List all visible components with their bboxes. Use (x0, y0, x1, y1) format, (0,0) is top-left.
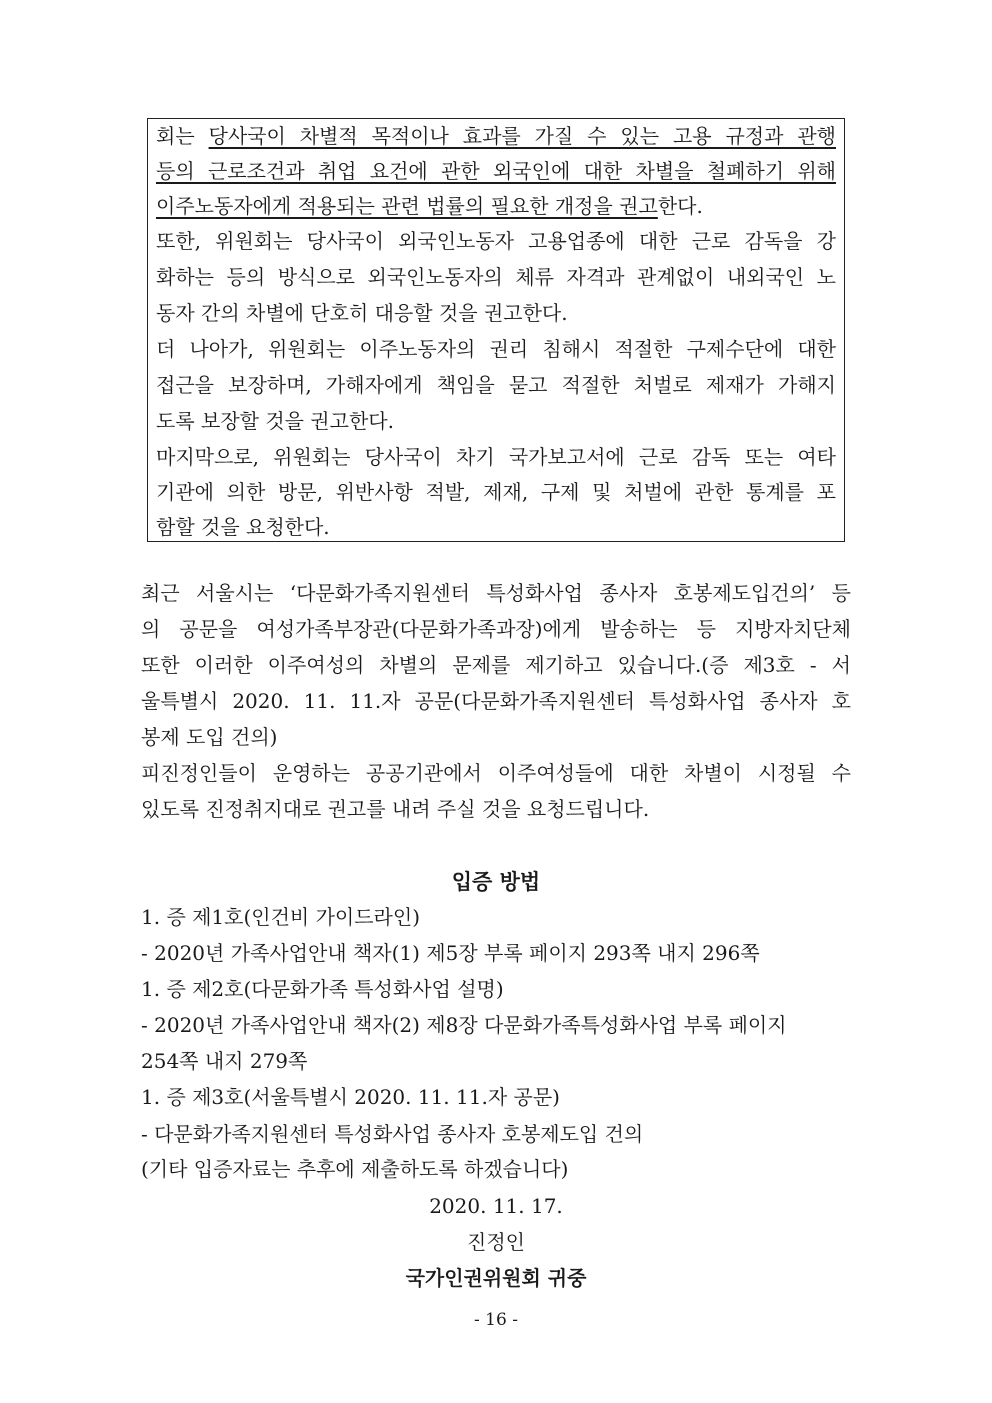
quote-line (156, 191, 836, 221)
quote-text: 회는 (156, 124, 209, 148)
quotation-box (147, 118, 845, 542)
body-line: 피진정인들이 운영하는 공공기관에서 이주여성들에 대한 차별이 시정될 수 (141, 761, 851, 785)
body-line: 최근 서울시는 ‘다문화가족지원센터 특성화사업 종사자 호봉제도입건의’ 등 (141, 581, 851, 605)
quote-text: 한다. (657, 194, 703, 218)
body-line: 울특별시 2020. 11. 11.자 공문(다문화가족지원센터 특성화사업 종사자 호 (141, 689, 851, 713)
evidence-item: 1. 증 제2호(다문화가족 특성화사업 설명) (141, 977, 504, 1001)
quote-line: 도록 보장할 것을 권고한다. (156, 409, 394, 433)
evidence-item: 254쪽 내지 279쪽 (141, 1049, 308, 1073)
evidence-item: - 2020년 가족사업안내 책자(1) 제5장 부록 페이지 293쪽 내지 296쪽 (141, 941, 760, 965)
quote-line: 또한, 위원회는 당사국이 외국인노동자 고용업종에 대한 근로 감독을 강 (156, 229, 836, 253)
quote-line: 접근을 보장하며, 가해자에게 책임을 묻고 적절한 처벌로 제재가 가해지 (156, 373, 836, 397)
quote-underlined-text: 당사국이 차별적 목적이나 효과를 가질 수 있는 고용 규정과 관행 (208, 124, 836, 148)
evidence-item: - 다문화가족지원센터 특성화사업 종사자 호봉제도입 건의 (141, 1122, 644, 1146)
quote-line: 화하는 등의 방식으로 외국인노동자의 체류 자격과 관계없이 내외국인 노 (156, 265, 836, 289)
signer: 진정인 (467, 1230, 525, 1254)
evidence-item: 1. 증 제3호(서울특별시 2020. 11. 11.자 공문) (141, 1085, 560, 1109)
quote-line (156, 156, 836, 186)
quote-line: 함할 것을 요청한다. (156, 515, 330, 539)
quote-line (156, 121, 836, 151)
evidence-item: - 2020년 가족사업안내 책자(2) 제8장 다문화가족특성화사업 부록 페이지 (141, 1013, 787, 1037)
evidence-item: 1. 증 제1호(인건비 가이드라인) (141, 905, 421, 929)
body-line: 봉제 도입 건의) (141, 725, 278, 749)
page-number: - 16 - (474, 1310, 518, 1330)
closing-date: 2020. 11. 17. (429, 1194, 563, 1218)
evidence-item: (기타 입증자료는 추후에 제출하도록 하겠습니다) (141, 1157, 569, 1181)
evidence-heading: 입증 방법 (451, 869, 541, 894)
addressee: 국가인권위원회 귀중 (405, 1266, 587, 1290)
body-line: 있도록 진정취지대로 권고를 내려 주실 것을 요청드립니다. (141, 797, 650, 821)
body-line: 또한 이러한 이주여성의 차별의 문제를 제기하고 있습니다.(증 제3호 - 서 (141, 653, 851, 677)
quote-underlined-text: 이주노동자에게 적용되는 관련 법률의 필요한 개정을 권고 (156, 194, 658, 218)
quote-line: 마지막으로, 위원회는 당사국이 차기 국가보고서에 근로 감독 또는 여타 (156, 445, 836, 469)
quote-line: 기관에 의한 방문, 위반사항 적발, 제재, 구제 및 처벌에 관한 통계를 포 (156, 480, 836, 504)
quote-underlined-text: 등의 근로조건과 취업 요건에 관한 외국인에 대한 차별을 철폐하기 위해 (156, 159, 836, 183)
body-line: 의 공문을 여성가족부장관(다문화가족과장)에게 발송하는 등 지방자치단체 (141, 617, 851, 641)
quote-line: 더 나아가, 위원회는 이주노동자의 권리 침해시 적절한 구제수단에 대한 (156, 337, 836, 361)
quote-line: 동자 간의 차별에 단호히 대응할 것을 권고한다. (156, 301, 568, 325)
